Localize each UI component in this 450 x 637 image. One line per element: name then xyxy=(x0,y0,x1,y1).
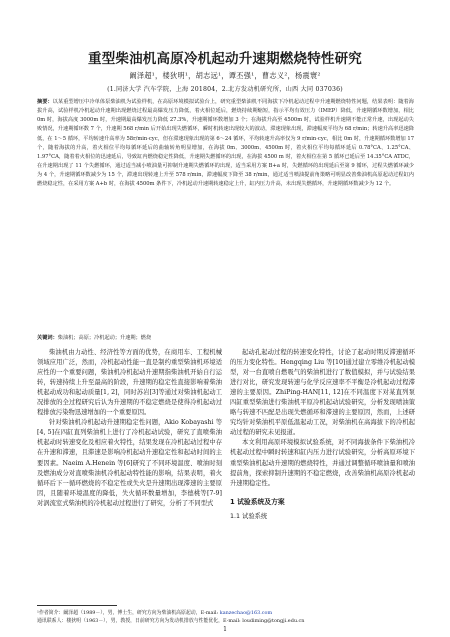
footnote xyxy=(37,609,414,625)
footnote-author-info xyxy=(37,609,414,617)
subsection-heading: 1.1 试验系统 xyxy=(230,512,268,520)
body-paragraph: 本文利用高原环境模拟试验系统，对不同海拔条件下柴油机冷机起动过程中瞬时转速和缸内压力进行试验研究，分析高原环境下重型柴油机起动升速期的燃烧特性，并通过调整循环喷油量和喷油提前角，探索抑制升速期的不稳定燃烧，改善柴油机高原冷机起动升速期稳定性。 xyxy=(230,439,415,487)
affiliation: (1.同济大学 汽车学院，上海 201804，2.北方发动机研究所，山西 大同 037036) xyxy=(107,86,343,93)
paper-title: 重型柴油机高原冷机起动升速期燃烧特性研究 xyxy=(88,51,362,67)
keywords xyxy=(37,334,414,343)
abstract-text: 以某重型增压中冷单体泵柴油机为试验样机，在高原环境模拟试验台上，研究重型柴油机不同海拔下冷机起动过程中升速期燃烧特性问题，结果表明：随着海拔升高，试验样机冷机起动升速期出现燃烧过程最高爆发压力降低，着火相位延后，燃烧持续期缩短，指示平均有效压力（IMEP）降低，升速期循环数增加，相比 0m 时，海拔高度 3000m 时，升速期最高爆发压力降低 27.3%，升速期循环数增加 3 个；在海拔升高至 4500m 时，试验样机升速期不能正常升速，出现起动失败情况，升速期循环数 7 个，升速期 568 r/min 后开始出现失燃循环，瞬时机转速出现较大的波动，滞速现象出现，滞速幅度平均为 68 r/min；转速升高率迅速降低，在 1～5 循环，平均转速升高率为 58r/min·cyc，但在滞速现象出现的第 6～24 循环，平均转速升高率仅为 9 r/min·cyc，相比 0m 时，升速期循环数增加 17 个，随着海拔的升高，着火相位平均每循环延后的曲轴转角明显增加，在海拔 0m、3000m、4500m 时，着火相位平均每循环延后 0.78°CA、1.25°CA、1.97°CA，随着着火相位的迅速延后，导致缸内燃烧稳定性降低，升速期失燃循环的出现，在海拔 4500 m 时，着火相位在第 5 循环已延后至 14.35°CA ATDC，在升速期出现了 11 个失燃循环，通过适当减小喷油量可抑制升速期失燃循环的出现，适当采用方案 B+a 时，失燃循环的出现延后至第 9 循环，过程失燃循环减少为 4 个，升速期循环数减少为 15 个，滞速出现转速上升至 578 r/min，滞速幅度下降至 38 r/min，通过适当喷油提前角策略可明显改善柴油机高原起动过程缸内燃烧稳定性，在采用方案 A+b 时，在海拔 4500m 条件下，冷机起动升速期转速稳定上升，缸内压力升高，未出现失燃循环，升速期循环数减少为 12 个。 xyxy=(37,99,414,188)
keywords-label: 关键词： xyxy=(37,335,58,341)
section-heading: 1 试验系统及方案 xyxy=(230,497,285,506)
abstract xyxy=(37,98,414,190)
abstract-label: 摘要： xyxy=(37,99,53,105)
footnote-author-text: ¹作者简介：阚泽超（1989－），男，博士生，研究方向为柴油机高原起动，E-mail: xyxy=(37,610,219,616)
right-column xyxy=(230,348,415,522)
footnote-corresponding-info: 通讯联系人：楼狄明（1963－），男，教授，日前研究方向为发动机排放与性能优化，E-mail: loudiming@tongji.edu.cn xyxy=(37,618,305,625)
page-number: 1 xyxy=(223,626,227,633)
left-column xyxy=(37,348,222,509)
body-paragraph: 针对柴油机冷机起动升速期稳定性问题，Akio Kobayashi 等[4, 5]在四缸直列柴油机上进行了冷机起动试验，研究了直喷柴油机起动时转速变化及相应着火特性，结果发现在冷机起动过程中存在升速和滞速，且滞速是影响冷机起动升速稳定性和起动时间的主要因素。Naeim A.Henein 等[6]研究了不同环境温度、喷油时刻及燃油成分对直喷柴油机冷机起动特性能的影响，结果表明，着火循环后下一循环燃烧的不稳定性或失火是升速期出现滞速的主要原因，且随着环境温度的降低，失火循环数量增加，李德桃等[7-9]对涡流室式柴油机的冷机起动过程进行了研究，分析了不同型式 xyxy=(37,419,222,507)
body-paragraph: 起动孔起动过程的转速变化特性，讨论了起动时期反滞速循环的压力变化特性。Hengqing Liu 等[10]通过建立零维冷机起动模型，对一台直喷自燃吸气的柴油机进行了数值模拟，并与试验结果进行对比，研究发现转速与化学反应速率不平衡是冷机起动过程滞速的主要原因。ZhiPing-HAN[11, 12]在不同温度下对某直列泵四缸重型柴油进行柴油机平原冷机起动试验研究，分析发现喷油策略与转速不匹配是出现失燃循环和滞速的主要原因，然而，上述研究均针对柴油机平原低温起动工况，对柴油机在高海拔下的冷机起动过程的研究未见报道。 xyxy=(230,349,415,437)
keywords-text: 柴油机；高原；冷机起动；升速期；燃烧 xyxy=(57,335,152,341)
author-email-link[interactable]: kanzechao@163.com xyxy=(219,610,273,616)
author-list: 阚泽超¹，楼狄明¹，胡志远¹，谭丕强¹，曹志义²，杨震寰² xyxy=(129,71,321,80)
body-paragraph: 柴油机由力动性、经济性等方面的优势，在商用车、工程机械领域应用广泛，然而，冷机起动性能一直是制约重型柴油机环境适应性的一个重要问题，柴油机冷机起动升速期指柴油机开始自行运转，转速持续上升至最高的阶段，升速期的稳定性直接影响着柴油机起动成功和起动质量[1, 2]，同时苏岩[3]等通过对柴油机起动工况排放的全过程研究后认为升速期的不稳定燃烧是使得冷机起动过程排放污染物迅速增加的一个重要原因。 xyxy=(37,349,222,417)
footnote-divider xyxy=(37,605,117,606)
